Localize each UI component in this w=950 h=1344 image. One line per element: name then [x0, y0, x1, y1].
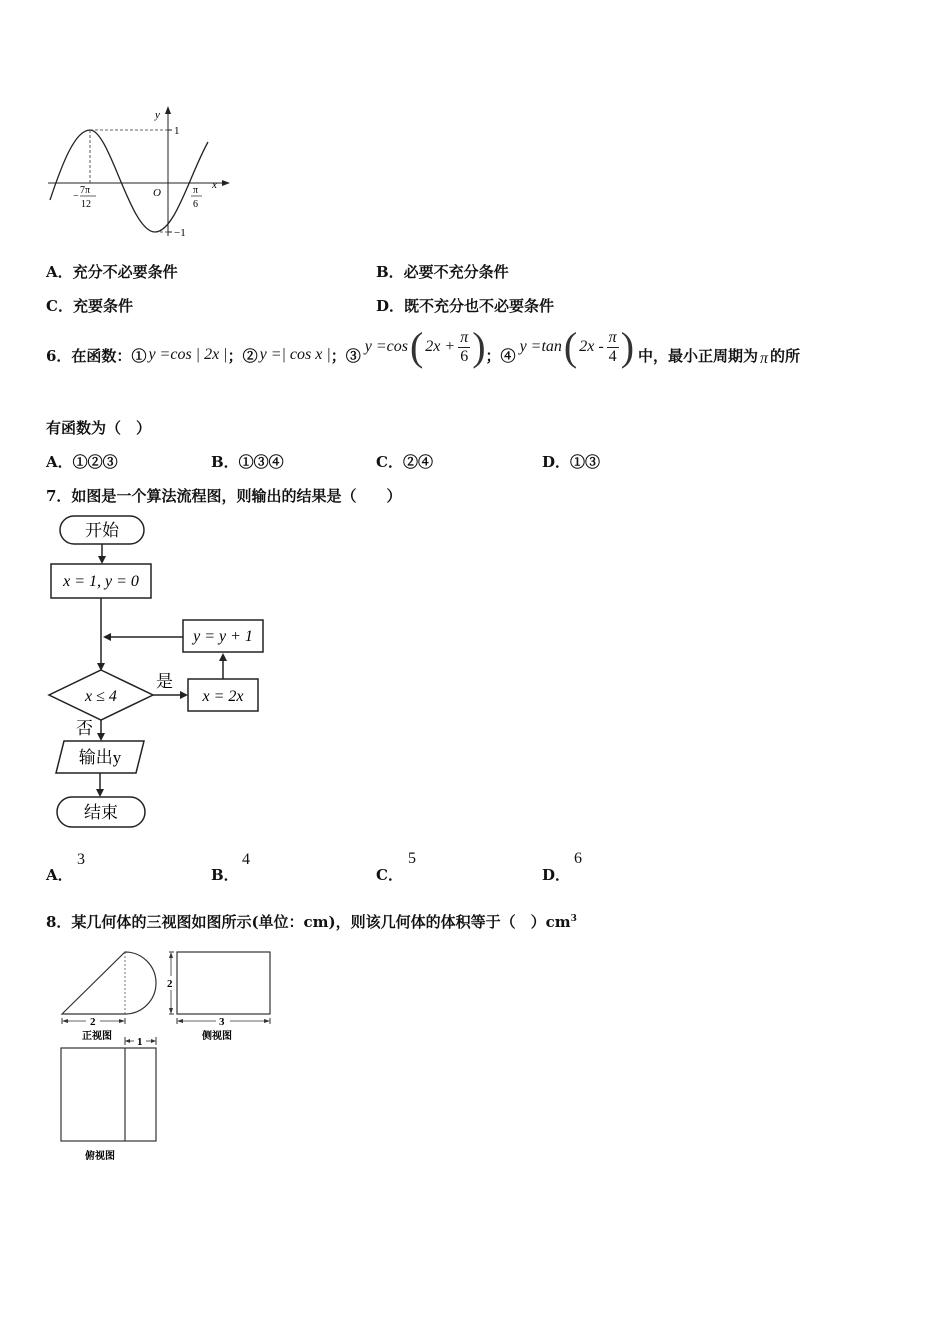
- q6-sep3: ；④: [485, 346, 516, 365]
- q6-f3-num: π: [460, 328, 469, 346]
- flow-start-text: 开始: [85, 521, 119, 540]
- dim-side-height: 2: [167, 978, 173, 990]
- q7-option-d-value: 6: [574, 850, 582, 867]
- front-view-label: 正视图: [82, 1031, 112, 1042]
- q7-option-a-value: 3: [77, 851, 85, 868]
- q6-sep2: ；③: [330, 346, 361, 365]
- q7-option-c-label: C．: [376, 866, 403, 884]
- side-view-rect: [177, 952, 270, 1014]
- q6-stem-line1: [46, 324, 801, 380]
- q6-f4-arg: 2x -: [579, 338, 604, 355]
- q6-option-b[interactable]: B．①③④: [211, 453, 284, 471]
- x-right-num: π: [193, 185, 199, 196]
- q6-f4-lparen: (: [563, 324, 578, 369]
- q6-mid: 中，最小正周期为: [638, 346, 759, 365]
- y-axis-arrow: [165, 106, 171, 114]
- q6-f3-head: y =cos: [364, 338, 408, 355]
- q7-stem: 7．如图是一个算法流程图，则输出的结果是（ ）: [46, 487, 402, 505]
- q6-f3-frac: [458, 329, 470, 366]
- q6-option-d[interactable]: D．①③: [542, 453, 601, 471]
- flow-double-x-text: x = 2x: [202, 688, 244, 705]
- q6-f1: y =cos | 2x |: [148, 346, 228, 363]
- flow-no-label: 否: [76, 719, 93, 738]
- x-left-den: 12: [81, 199, 91, 210]
- q6-f4-head: y =tan: [519, 338, 562, 355]
- q5-option-c[interactable]: C．充要条件: [46, 297, 133, 315]
- q7-option-b-value: 4: [242, 851, 250, 868]
- q6-f3-den: 6: [460, 347, 469, 365]
- dim-top-width: 1: [137, 1036, 143, 1048]
- flow-end-text: 结束: [84, 803, 118, 822]
- flow-cond-text: x ≤ 4: [85, 688, 117, 705]
- flow-update-y-text: y = y + 1: [193, 628, 253, 645]
- flow-output-text: 输出y: [78, 748, 122, 767]
- q6-suffix: 的所: [770, 346, 801, 365]
- q6-f4-frac: [607, 329, 619, 366]
- q8-stem-sup: 3: [570, 914, 577, 924]
- q6-f4: [519, 324, 635, 369]
- q6-f4-den: 4: [608, 347, 617, 365]
- x-left-num: 7π: [80, 185, 91, 196]
- q7-option-d-label: D．: [542, 866, 571, 884]
- side-view-label: 侧视图: [202, 1031, 232, 1042]
- flow-yes-label: 是: [156, 672, 173, 691]
- q6-f4-num: π: [608, 328, 617, 346]
- y-min-label: −1: [174, 227, 186, 239]
- q5-option-d[interactable]: D．既不充分也不必要条件: [376, 297, 555, 315]
- y-max-label: 1: [174, 125, 180, 137]
- q6-option-a[interactable]: A．①②③: [46, 453, 118, 471]
- x-label: x: [212, 179, 217, 191]
- q6-f3-arg: 2x +: [425, 338, 456, 355]
- q7-option-c-value: 5: [408, 850, 416, 867]
- top-view-rect: [61, 1048, 156, 1141]
- q6-option-c[interactable]: C．②④: [376, 453, 433, 471]
- q6-f3: [364, 324, 486, 369]
- q6-prefix: 6．在函数：①: [46, 346, 147, 365]
- dim-side-width: 3: [219, 1016, 225, 1028]
- origin-label: O: [153, 187, 161, 199]
- x-right-den: 6: [193, 199, 198, 210]
- q5-option-b[interactable]: B．必要不充分条件: [376, 263, 509, 281]
- three-views-figure: [50, 944, 280, 1169]
- front-view-shape: [62, 952, 156, 1014]
- top-view-label: 俯视图: [85, 1151, 115, 1162]
- q6-f3-lparen: (: [409, 324, 424, 369]
- x-left-sign: −: [73, 191, 79, 202]
- q8-stem: [46, 911, 577, 932]
- x-axis-arrow: [222, 180, 230, 186]
- q6-pi: π: [760, 350, 769, 367]
- dim-front-width: 2: [90, 1016, 96, 1028]
- q6-f2: y =| cos x |: [259, 346, 331, 363]
- sine-curve: [50, 130, 208, 232]
- q6-f4-rparen: ): [620, 324, 635, 369]
- flow-init-text: x = 1, y = 0: [63, 573, 139, 590]
- y-label: y: [155, 109, 160, 121]
- flowchart: [40, 512, 280, 832]
- sine-graph: [40, 104, 240, 244]
- q8-stem-text: 8．某几何体的三视图如图所示(单位：cm)，则该几何体的体积等于（ ）cm: [46, 913, 571, 931]
- q7-option-a-label: A．: [46, 866, 73, 884]
- q6-sep1: ；②: [227, 346, 258, 365]
- q6-f3-rparen: ): [472, 324, 486, 369]
- q7-option-b-label: B．: [211, 866, 239, 884]
- q6-stem-line2: 有函数为（ ）: [46, 419, 152, 437]
- q5-option-a[interactable]: A．充分不必要条件: [46, 263, 178, 281]
